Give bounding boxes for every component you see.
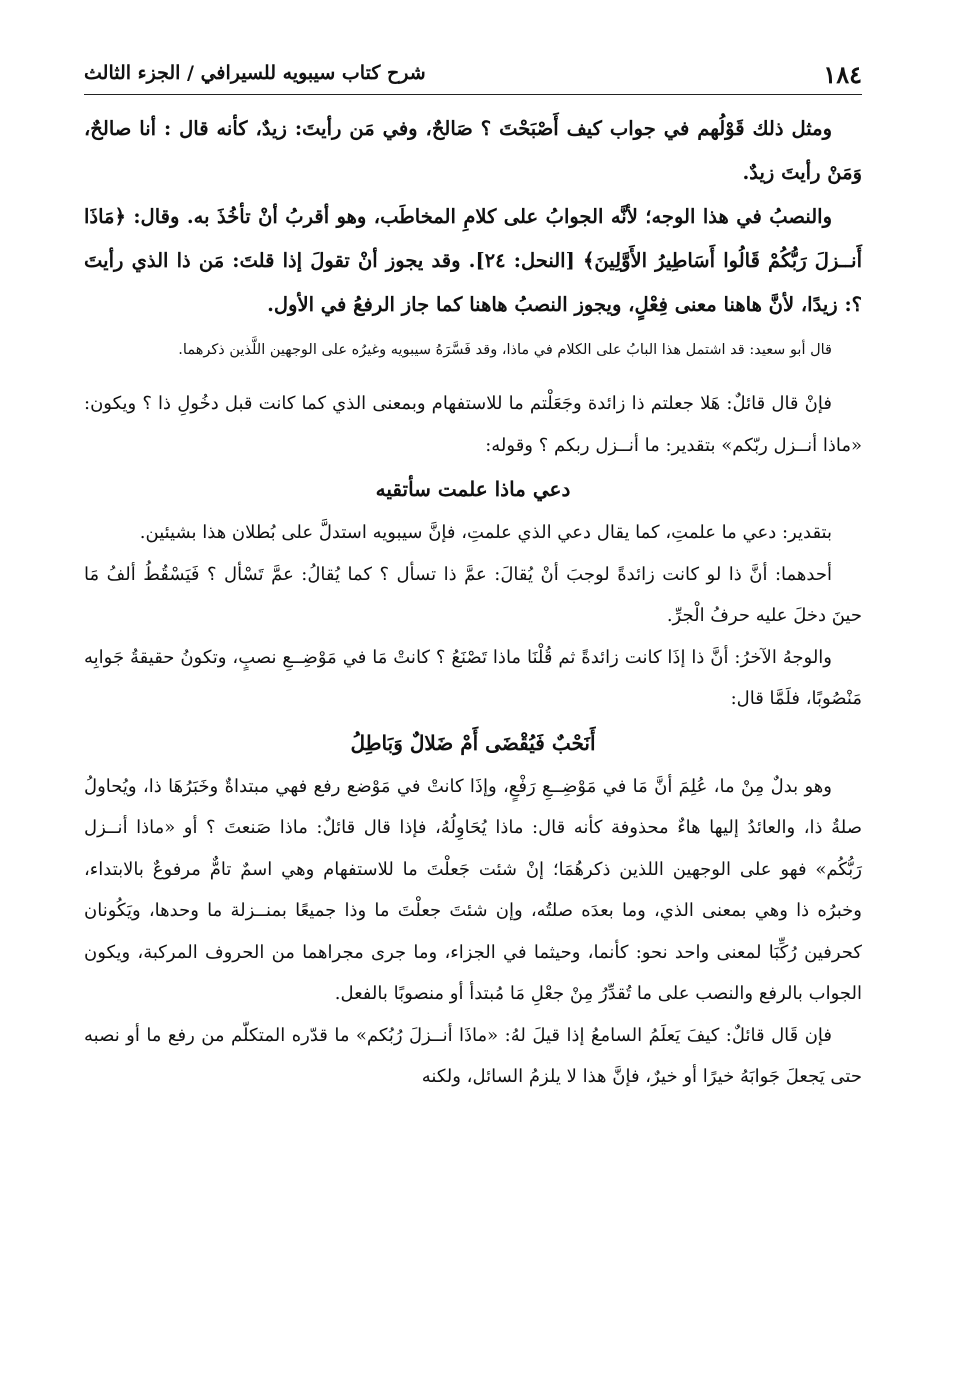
book-page xyxy=(84,50,862,1370)
verse-2: أَنَحْبٌ فَيُقْضَى أَمْ ضَلالٌ وَبَاطِلُ xyxy=(350,730,596,755)
paragraph-6: والوجهُ الآخرُ: أنَّ ذا إذَا كانت زائدةً ثم قُلْنَا ماذا تَصْنَعُ ؟ كانتْ مَا في مَوْضِــعِ نصبٍ، وتكونُ حقيقةُ جَوابِه مَنْصُوبًا، فلَمَّا قال: xyxy=(84,646,862,709)
page-header xyxy=(84,50,862,95)
paragraph-2: والنصبُ في هذا الوجه؛ لأنَّه الجوابُ على كلامِ المخاطَب، وهو أقربُ أنْ تأخُذَ به. وقال: ﴿مَاذَا أَنــزلَ رَبُّكُمْ قَالُوا أَسَاطِيرُ الأَوَّلِينَ﴾ [النحل: ٢٤]. وقد يجوز أنْ تقولَ إذا قلتَ: مَن ذا الذي رأيتَ ؟: زيدًا، لأنَّ هاهنا معنى فِعْلٍ، ويجوز النصبُ هاهنا كما جاز الرفعُ في الأول. xyxy=(84,205,863,316)
running-title: شرح كتاب سيبويه للسيرافي / الجزء الثالث xyxy=(84,62,426,84)
paragraph-3: فإنْ قال قائلٌ: هَلا جعلتم ذا زائدة وجَعَلْتم ما للاستفهام وبمعنى الذي كما كانت قبل دخُولِ ذا ؟ ويكون: «ماذا أنــزل ربّكم» بتقدير: ما أنــزل ربكم ؟ وقوله: xyxy=(84,393,862,456)
paragraph-7: وهو بدلٌ مِنْ ما، عُلِمَ أنَّ مَا في مَوْضِــعِ رَفْعٍ، وإذَا كانتْ في مَوْضع رفع فهي مبتداةٌ وخَبَرُهَا ذا، ويُحاولُ صلةُ ذا، والعائدُ إليها هاءٌ محذوفة كأنه قال: ماذا يُحَاوِلُهُ، فإذا قال قائلٌ: ماذا صَنعتَ ؟ أو «ماذا أنــزل رَبُّكُم» فهو على الوجهين اللذين ذكرهُمَا؛ إنْ شئت جَعلْتَ ما للاستفهام وهي اسمٌ تامٌّ مرفوعٌ بالابتداء، وخبرُه ذا وهي بمعنى الذي، وما بعدَه صلتُه، وإن شئتَ جعلْتَ ما وذا جميعًا بمنــزلة ما وحدها، ويَكُونان كحرفين رُكِّبَا لمعنى واحد نحو: كأنما، وحيثما في الجزاء، وما جرى مجراهما من الحروف المركبة، ويكون الجواب بالرفع والنصب على ما تُقدِّرُ مِنْ جعْلِ مَا مُبتدأ أو منصوبًا بالفعل. xyxy=(84,775,862,1004)
paragraph-5: أحدهما: أنَّ ذا لو كانت زائدةً لوجبَ أنْ يُقالَ: عمَّ ذا تسأل ؟ كما يُقالُ: عمَّ تَسْأل ؟ فَيَسْقُطُ ألفُ مَا حينَ دخلَ عليه حرفُ الْجرِّ. xyxy=(84,563,862,626)
paragraph-4: بتقدير: دعي ما علمتِ، كما يقال دعي الذي علمتِ، فإنَّ سيبويه استدلَّ على بُطلان هذا بشيئين. xyxy=(139,522,832,543)
commentary-note: قال أبو سعيد: قد اشتمل هذا البابُ على الكلام في ماذا، وقد فَسَّرَهُ سيبويه وغيرُه على الوجهين اللَّذين ذكرهما. xyxy=(178,342,832,358)
verse-1: دعي ماذا علمت سأتقيه xyxy=(375,477,571,501)
paragraph-1: ومثل ذلك قَوْلُهم في جواب كيف أَصْبَحْتَ ؟ صَالحٌ، وفي مَن رأيتَ: زيدٌ، كأنه قال : أنا صالحٌ، وَمَنْ رأيتَ زيدٌ. xyxy=(84,117,862,184)
page-number: ١٨٤ xyxy=(823,60,862,89)
paragraph-8: فإن قَال قائلٌ: كيفَ يَعلَمُ السامعُ إذا قيلَ لهُ: «ماذَا أنــزلَ رُبُكم» ما قدّره المتكلّم من رفع ما أو نصبه حتى يَجعلَ جَوابَهُ خيرًا أو خيرٌ، فإنَّ هذا لا يلزمُ السائل، ولكنه xyxy=(84,1024,862,1087)
page-body xyxy=(84,95,862,1098)
